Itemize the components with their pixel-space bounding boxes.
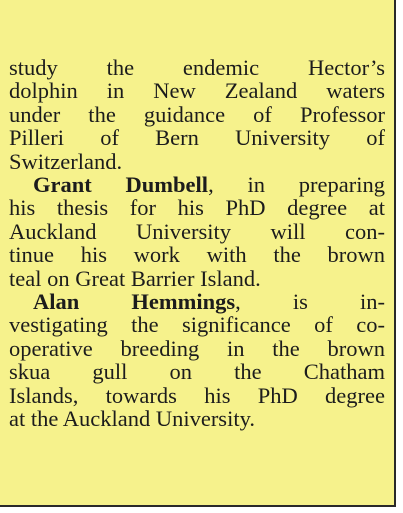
text-line: at the Auckland University. xyxy=(9,406,255,432)
text-line: Islands, towards his PhD degree xyxy=(9,382,385,408)
text-fragment: , in preparing xyxy=(208,172,385,198)
text-line: Auckland University will con- xyxy=(9,218,385,244)
text-line: skua gull on the Chatham xyxy=(9,359,385,385)
person-name-grant-dumbell: Grant Dumbell xyxy=(33,172,209,198)
text-line: study the endemic Hector’s xyxy=(9,55,385,80)
article-text xyxy=(9,56,385,431)
person-name-alan-hemmings: Alan Hemmings xyxy=(33,289,236,315)
text-line: teal on Great Barrier Island. xyxy=(9,265,261,291)
text-line: operative breeding in the brown xyxy=(9,335,385,361)
text-line-with-name xyxy=(9,290,385,313)
text-line-with-name xyxy=(9,173,385,196)
text-line: dolphin in New Zealand waters xyxy=(9,78,385,104)
text-line: tinue his work with the brown xyxy=(9,242,385,268)
paragraph-hector-dolphin xyxy=(9,56,385,173)
text-line: vestigating the significance of co- xyxy=(9,312,385,338)
paragraph-grant-dumbell xyxy=(9,173,385,290)
text-fragment: , is in- xyxy=(235,289,385,315)
text-line: Switzerland. xyxy=(9,148,123,174)
text-line: his thesis for his PhD degree at xyxy=(9,195,385,221)
paragraph-alan-hemmings xyxy=(9,290,385,430)
text-line: under the guidance of Professor xyxy=(9,101,385,127)
text-line: Pilleri of Bern University of xyxy=(9,125,385,151)
